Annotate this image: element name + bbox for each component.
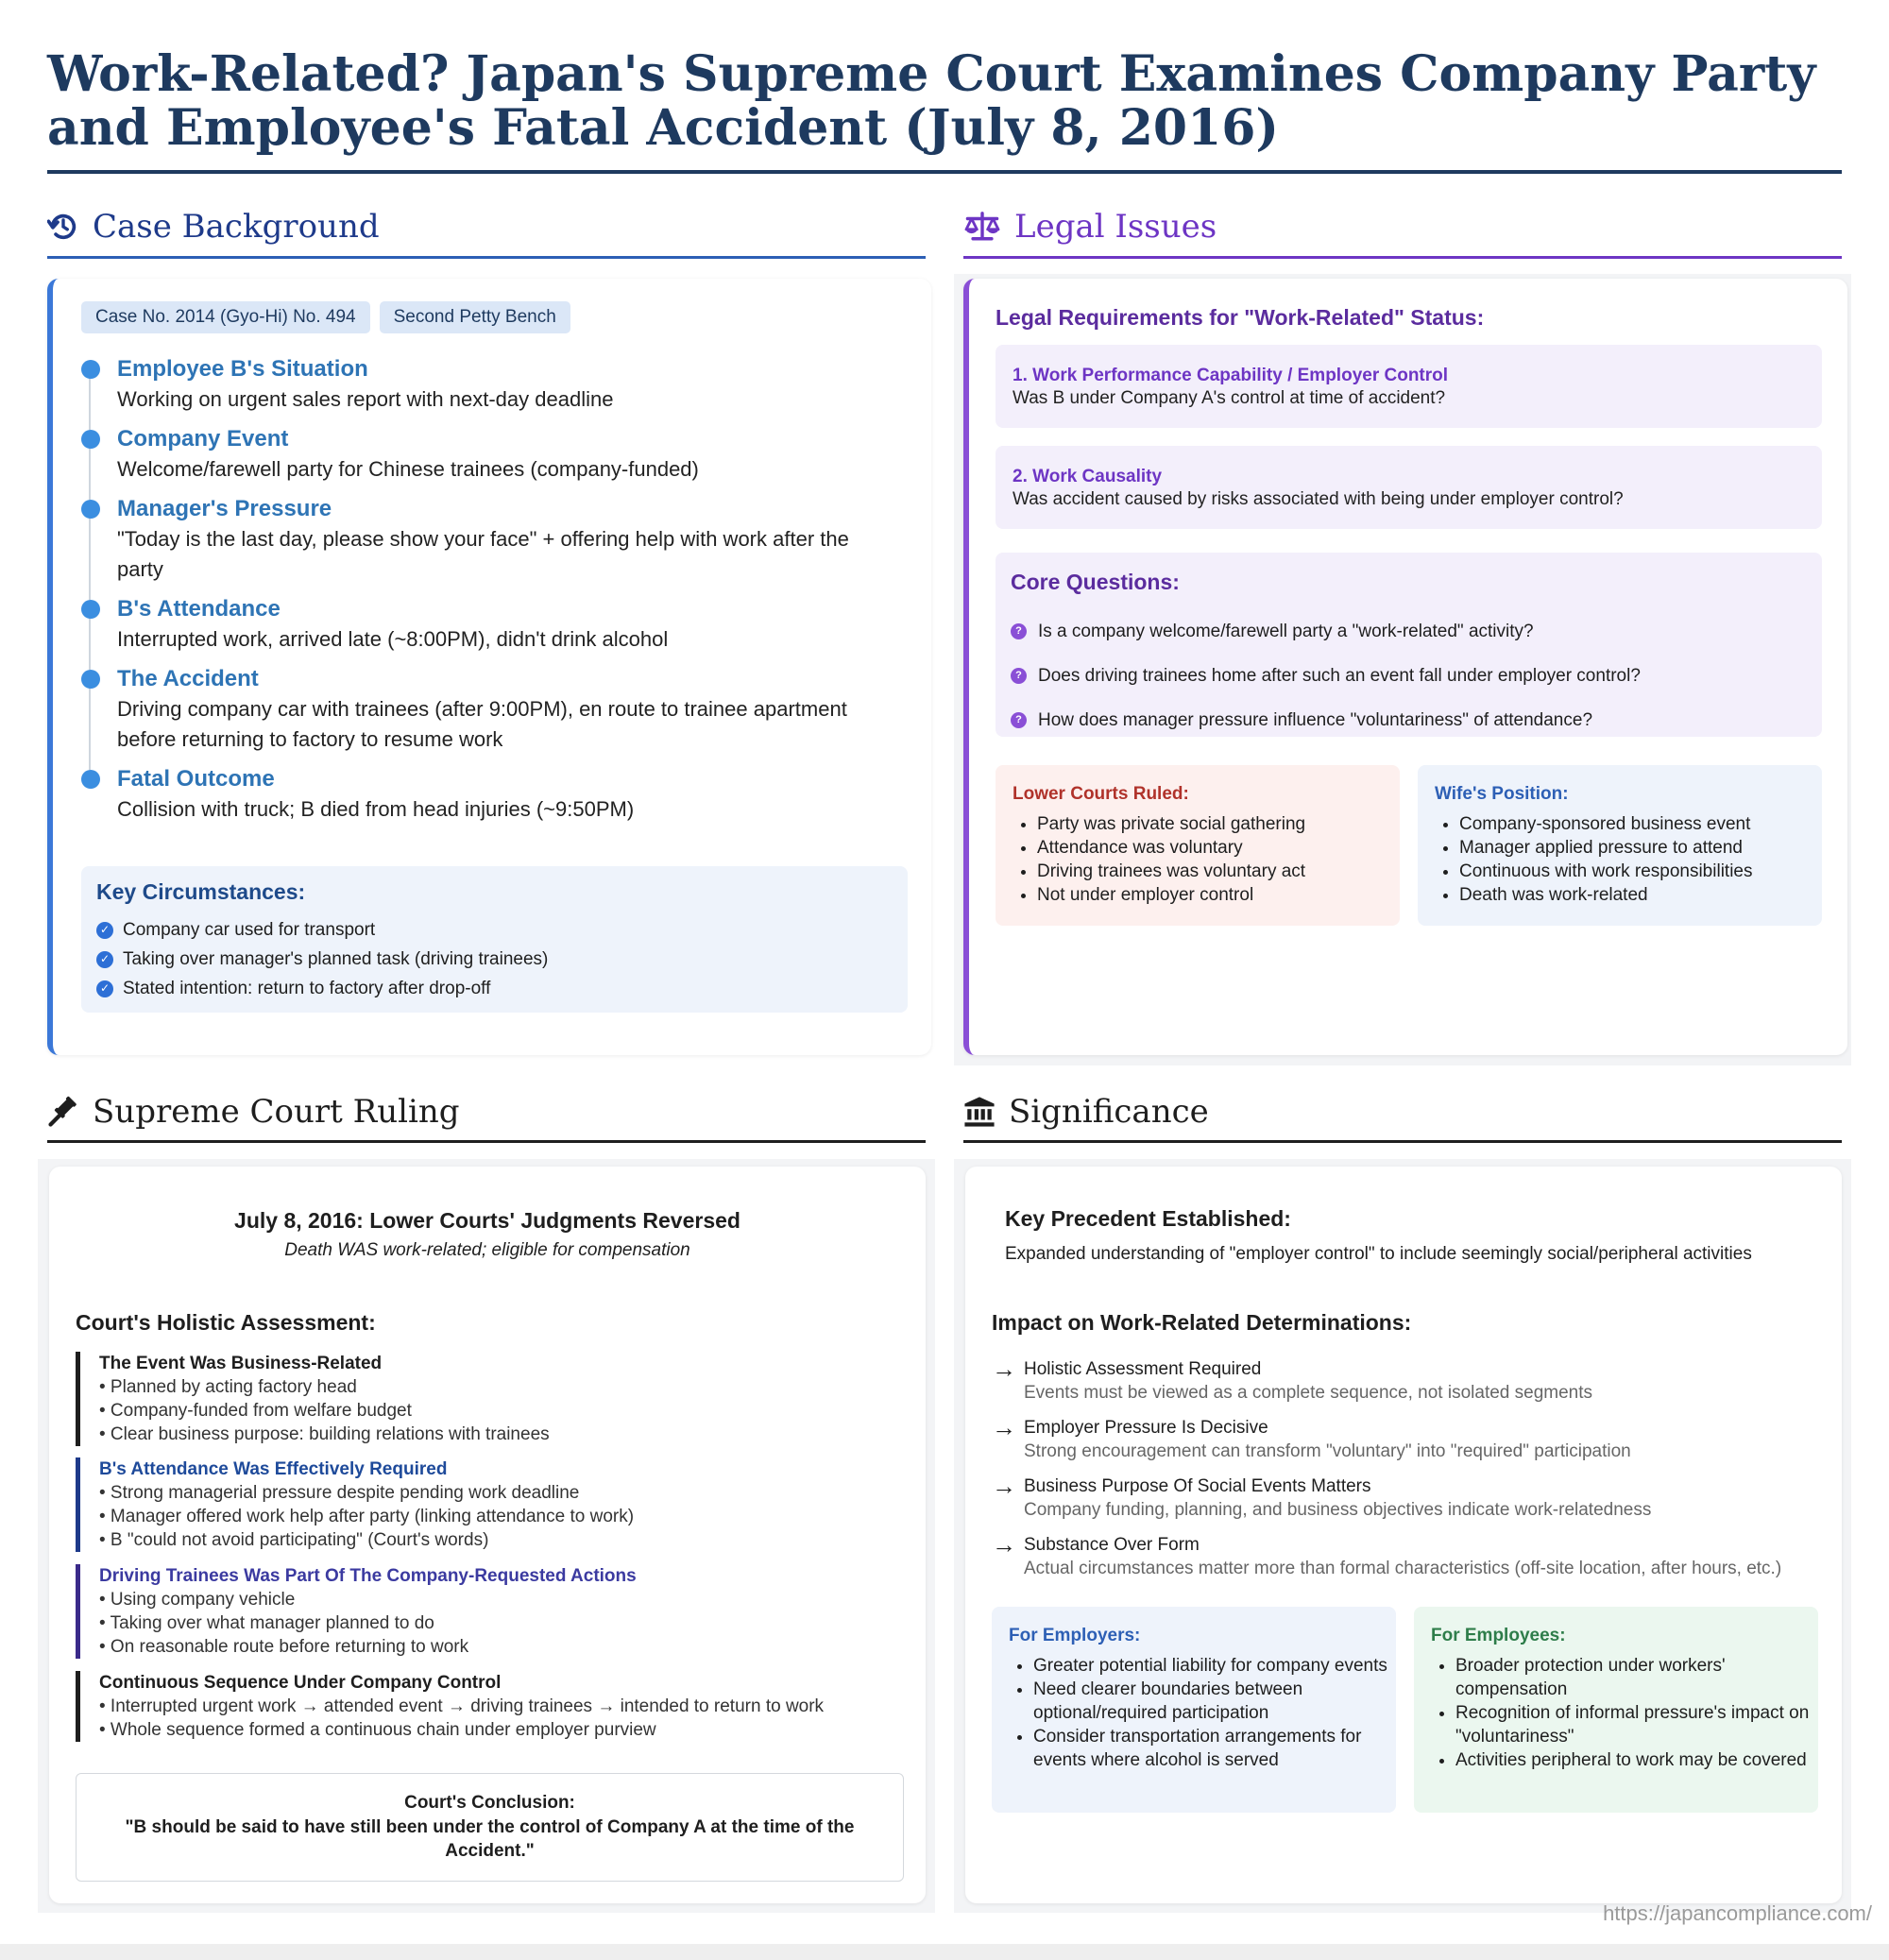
significance-heading — [963, 1086, 1209, 1137]
key-circumstances-title: Key Circumstances: — [96, 879, 306, 904]
block-title: Driving Trainees Was Part Of The Company-Requested Actions — [99, 1566, 637, 1586]
block-line: • Manager offered work help after party (linking attendance to work) — [99, 1507, 635, 1526]
timeline-title: Employee B's Situation — [117, 356, 368, 382]
precedent-title: Key Precedent Established: — [1005, 1206, 1291, 1231]
ruling-panel — [38, 1159, 935, 1913]
ruling-subtitle: Death WAS work-related; eligible for compensation — [284, 1240, 690, 1260]
requirement-text: Was accident caused by risks associated with being under employer control? — [1013, 489, 1624, 509]
timeline-dot — [81, 500, 100, 519]
list-item: • Need clearer boundaries between optional/required participation — [1033, 1678, 1402, 1725]
ruling-divider — [47, 1140, 926, 1143]
significance-panel — [954, 1159, 1851, 1913]
list-item: • Continuous with work responsibilities — [1459, 860, 1828, 883]
block-title: B's Attendance Was Effectively Required — [99, 1459, 448, 1479]
list-item: • Broader protection under workers' compensation — [1455, 1654, 1824, 1701]
employees-title: For Employees: — [1431, 1626, 1566, 1645]
list-item: • Activities peripheral to work may be covered — [1455, 1748, 1824, 1772]
list-item — [1011, 698, 1641, 742]
assessment-block — [76, 1564, 930, 1659]
ruling-title: July 8, 2016: Lower Courts' Judgments Reversed — [234, 1208, 740, 1233]
block-title: Continuous Sequence Under Company Control — [99, 1673, 502, 1693]
block-line: • Company-funded from welfare budget — [99, 1401, 412, 1421]
list-item: • Manager applied pressure to attend — [1459, 836, 1828, 860]
ruling-heading — [47, 1086, 460, 1137]
requirement-title: 1. Work Performance Capability / Employer Control — [1013, 366, 1449, 385]
block-line: • On reasonable route before returning to work — [99, 1637, 469, 1657]
timeline-text: Interrupted work, arrived late (~8:00PM), didn't drink alcohol — [117, 627, 669, 651]
requirement-title: 2. Work Causality — [1013, 467, 1163, 486]
legal-issues-heading — [963, 201, 1217, 252]
timeline-text: Collision with truck; B died from head injuries (~9:50PM) — [117, 797, 635, 821]
core-questions-title: Core Questions: — [1011, 570, 1180, 594]
list-item: • Attendance was voluntary — [1037, 836, 1405, 860]
question-icon: ? — [1011, 712, 1027, 728]
timeline-dot — [81, 670, 100, 689]
block-line: • Using company vehicle — [99, 1590, 296, 1610]
block-line: • Planned by acting factory head — [99, 1377, 357, 1397]
block-line: • B "could not avoid participating" (Court's words) — [99, 1530, 489, 1550]
for-employees-box — [1414, 1607, 1818, 1813]
block-line: • Clear business purpose: building relations with trainees — [99, 1424, 550, 1444]
background-divider — [47, 256, 926, 259]
arrow-right-icon: → — [992, 1355, 1016, 1383]
timeline-item — [81, 764, 893, 825]
timeline-item — [81, 664, 893, 755]
question-icon: ? — [1011, 623, 1027, 639]
list-item: • Company-sponsored business event — [1459, 812, 1828, 836]
question-icon: ? — [1011, 668, 1027, 684]
list-item: • Death was work-related — [1459, 883, 1828, 907]
core-questions-box — [996, 553, 1822, 737]
impact-item — [992, 1530, 1823, 1580]
list-item-text: Company car used for transport — [123, 920, 376, 940]
requirement-box — [996, 345, 1822, 428]
lower-courts-title: Lower Courts Ruled: — [1013, 784, 1189, 804]
timeline-title: The Accident — [117, 666, 259, 691]
list-item — [96, 945, 548, 974]
history-icon — [47, 211, 79, 243]
timeline-text: "Today is the last day, please show your face" + offering help with work after the party — [117, 527, 849, 581]
check-circle-icon: ✓ — [96, 951, 113, 968]
timeline-text: Driving company car with trainees (after 9:00PM), en route to trainee apartment before returning to factory to resume work — [117, 697, 847, 751]
conclusion-text: "B should be said to have still been under the control of Company A at the time of the Accident." — [125, 1817, 855, 1861]
check-circle-icon: ✓ — [96, 922, 113, 939]
impact-text: Strong encouragement can transform "voluntary" into "required" participation — [1024, 1441, 1631, 1461]
section-title: Supreme Court Ruling — [93, 1093, 460, 1131]
title-divider — [47, 170, 1842, 174]
bottom-bar — [0, 1944, 1889, 1960]
block-title: The Event Was Business-Related — [99, 1354, 383, 1373]
list-item — [96, 974, 548, 1003]
timeline-title: Fatal Outcome — [117, 766, 275, 792]
institution-icon — [963, 1096, 996, 1128]
question-text: Is a company welcome/farewell party a "work-related" activity? — [1038, 622, 1534, 641]
assessment-title: Court's Holistic Assessment: — [76, 1310, 376, 1335]
wife-position-box — [1418, 765, 1822, 926]
timeline-title: Company Event — [117, 426, 289, 452]
significance-card — [965, 1167, 1842, 1903]
timeline-dot — [81, 360, 100, 379]
timeline-title: B's Attendance — [117, 596, 281, 622]
significance-divider — [963, 1140, 1842, 1143]
footer-url: https://japancompliance.com/ — [1603, 1901, 1872, 1925]
requirements-title: Legal Requirements for "Work-Related" Status: — [996, 305, 1485, 330]
section-title: Significance — [1009, 1093, 1209, 1131]
list-item-text: Taking over manager's planned task (driving trainees) — [123, 949, 549, 969]
impact-heading: Business Purpose Of Social Events Matters — [1024, 1476, 1371, 1496]
impact-title: Impact on Work-Related Determinations: — [992, 1310, 1412, 1335]
impact-item — [992, 1413, 1823, 1463]
assessment-block — [76, 1457, 930, 1552]
precedent-text: Expanded understanding of "employer control" to include seemingly social/peripheral activities — [1005, 1244, 1752, 1264]
impact-item — [992, 1474, 1823, 1522]
legal-issues-panel — [954, 274, 1851, 1065]
case-chips — [81, 301, 580, 333]
timeline-text: Welcome/farewell party for Chinese trainees (company-funded) — [117, 457, 699, 481]
list-item — [1011, 654, 1641, 698]
conclusion-title: Court's Conclusion: — [404, 1793, 575, 1813]
timeline-item — [81, 424, 893, 485]
section-title: Case Background — [93, 208, 380, 246]
key-circumstances-box — [81, 866, 908, 1013]
list-item: • Recognition of informal pressure's impact on "voluntariness" — [1455, 1701, 1824, 1748]
list-item — [1011, 609, 1641, 654]
timeline-item — [81, 494, 893, 585]
arrow-right-icon: → — [992, 1530, 1016, 1559]
impact-text: Company funding, planning, and business objectives indicate work-relatedness — [1024, 1500, 1652, 1520]
list-item: • Party was private social gathering — [1037, 812, 1405, 836]
timeline-dot — [81, 770, 100, 789]
impact-heading: Holistic Assessment Required — [1024, 1359, 1262, 1379]
case-number-chip: Case No. 2014 (Gyo-Hi) No. 494 — [81, 301, 370, 333]
question-text: How does manager pressure influence "voluntariness" of attendance? — [1038, 710, 1593, 730]
block-line: • Interrupted urgent work → attended event → driving trainees → intended to return to work — [99, 1696, 825, 1716]
list-item: • Not under employer control — [1037, 883, 1405, 907]
list-item-text: Stated intention: return to factory after drop-off — [123, 979, 491, 998]
scales-icon — [963, 211, 1001, 243]
timeline — [81, 354, 893, 834]
block-line: • Strong managerial pressure despite pending work deadline — [99, 1483, 580, 1503]
case-background-card — [47, 279, 931, 1055]
section-title: Legal Issues — [1014, 208, 1217, 246]
list-item: • Greater potential liability for company events — [1033, 1654, 1402, 1678]
gavel-icon — [47, 1096, 79, 1128]
wife-position-title: Wife's Position: — [1435, 784, 1569, 804]
arrow-right-icon: → — [992, 1413, 1016, 1441]
timeline-text: Working on urgent sales report with next-day deadline — [117, 387, 614, 411]
check-circle-icon: ✓ — [96, 980, 113, 997]
impact-heading: Employer Pressure Is Decisive — [1024, 1418, 1268, 1438]
lower-courts-box — [996, 765, 1400, 926]
for-employers-box — [992, 1607, 1396, 1813]
employers-title: For Employers: — [1009, 1626, 1141, 1645]
timeline-dot — [81, 600, 100, 619]
list-item — [96, 915, 548, 945]
list-item: • Driving trainees was voluntary act — [1037, 860, 1405, 883]
case-background-heading — [47, 201, 380, 252]
impact-item — [992, 1357, 1823, 1405]
bench-chip: Second Petty Bench — [380, 301, 570, 333]
requirement-text: Was B under Company A's control at time of accident? — [1013, 388, 1446, 408]
requirement-box — [996, 446, 1822, 529]
timeline-dot — [81, 430, 100, 449]
impact-text: Actual circumstances matter more than formal characteristics (off-site location, after hours, etc.) — [1024, 1559, 1782, 1578]
assessment-block — [76, 1671, 930, 1742]
arrow-right-icon: → — [992, 1472, 1016, 1500]
legal-divider — [963, 256, 1842, 259]
assessment-block — [76, 1352, 930, 1446]
page-title: Work-Related? Japan's Supreme Court Examines Company Party and Employee's Fatal Accident (July 8, 2016) — [47, 45, 1816, 157]
impact-heading: Substance Over Form — [1024, 1535, 1200, 1555]
timeline-title: Manager's Pressure — [117, 496, 332, 521]
question-text: Does driving trainees home after such an event fall under employer control? — [1038, 666, 1641, 686]
timeline-item — [81, 354, 893, 415]
court-conclusion-box — [76, 1773, 904, 1882]
block-line: • Whole sequence formed a continuous chain under employer purview — [99, 1720, 656, 1740]
impact-text: Events must be viewed as a complete sequence, not isolated segments — [1024, 1383, 1593, 1403]
legal-issues-card — [963, 279, 1847, 1055]
ruling-card — [49, 1167, 926, 1903]
block-line: • Taking over what manager planned to do — [99, 1613, 434, 1633]
timeline-item — [81, 594, 893, 655]
list-item: • Consider transportation arrangements for events where alcohol is served — [1033, 1725, 1402, 1772]
